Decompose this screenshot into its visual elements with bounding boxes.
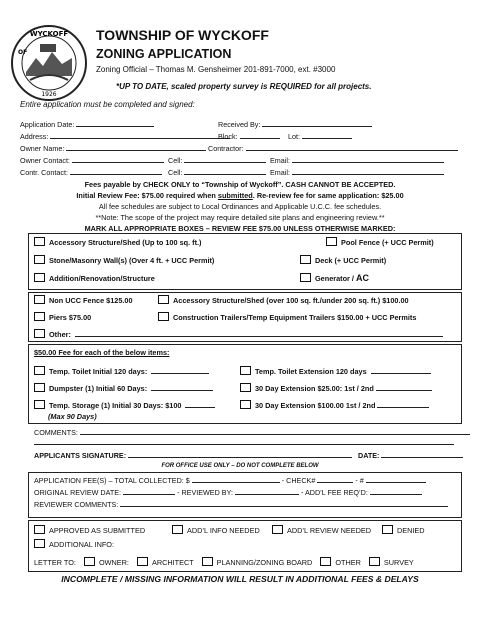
option-dumpster[interactable] — [34, 383, 213, 393]
option-label: Construction Trailers/Temp Equipment Trailers $150.00 + UCC Permits — [173, 313, 417, 322]
application-date-row — [20, 120, 154, 129]
status-addl-info-needed[interactable] — [172, 525, 260, 535]
contr-cell-field[interactable] — [184, 168, 266, 175]
option-label: Generator / — [315, 274, 356, 283]
checkbox[interactable] — [34, 255, 45, 264]
application-date-label: Application Date: — [20, 120, 75, 129]
option-label: Pool Fence (+ UCC Permit) — [341, 238, 434, 247]
fees-field[interactable] — [192, 476, 280, 483]
zoning-official: Zoning Official – Thomas M. Gensheimer 201-891-7000, ext. #3000 — [96, 65, 336, 74]
owner-cell-label: Cell: — [168, 156, 183, 165]
checkbox[interactable] — [240, 400, 251, 409]
checkbox[interactable] — [300, 255, 311, 264]
option-other[interactable] — [34, 329, 443, 339]
checkbox[interactable] — [158, 312, 169, 321]
status-approved[interactable] — [34, 525, 145, 535]
option-label: ADD’L INFO NEEDED — [187, 526, 260, 535]
option-accessory-large[interactable] — [158, 295, 409, 305]
review-row — [34, 488, 422, 497]
storage-field[interactable] — [185, 401, 215, 408]
hash-label: - # — [355, 476, 364, 485]
status-denied[interactable] — [382, 525, 425, 535]
date-field[interactable] — [381, 451, 463, 458]
option-label: APPROVED AS SUBMITTED — [49, 526, 146, 535]
checkbox[interactable] — [34, 383, 45, 392]
contr-contact-row — [20, 168, 162, 177]
option-non-ucc-fence[interactable] — [34, 295, 133, 305]
checkbox[interactable] — [34, 525, 45, 534]
option-label: Dumpster (1) Initial 60 Days: — [49, 384, 148, 393]
letter-to-owner[interactable] — [84, 558, 129, 567]
contr-cell-label: Cell: — [168, 168, 183, 177]
option-accessory-structure[interactable] — [34, 237, 201, 247]
owner-cell-row — [168, 156, 266, 165]
addl-fee-label: - ADD’L FEE REQ’D: — [300, 488, 368, 497]
review-fee-text-b: . Re-review fee for same application: $25.00 — [252, 191, 404, 200]
block-field[interactable] — [240, 132, 280, 139]
checkbox[interactable] — [158, 295, 169, 304]
extension-25-field[interactable] — [376, 384, 432, 391]
option-toilet-extension[interactable] — [240, 366, 431, 376]
comments-field[interactable] — [80, 428, 470, 435]
checkbox[interactable] — [326, 237, 337, 246]
option-piers[interactable] — [34, 312, 91, 322]
check-label: - CHECK# — [281, 476, 316, 485]
checkbox[interactable] — [240, 383, 251, 392]
letter-to-other[interactable] — [320, 558, 361, 567]
block-row — [218, 132, 280, 141]
lot-row — [288, 132, 352, 141]
checkbox[interactable] — [202, 557, 213, 566]
contr-contact-label: Contr. Contact: — [20, 168, 68, 177]
received-by-field[interactable] — [262, 120, 372, 127]
mark-boxes-notice: MARK ALL APPROPRIATE BOXES – REVIEW FEE $75.00 UNLESS OTHERWISE MARKED: — [84, 224, 396, 233]
option-label: ADD’L REVIEW NEEDED — [287, 526, 372, 535]
survey-note: *UP TO DATE, scaled property survey is REQUIRED for all projects. — [116, 82, 372, 91]
lot-label: Lot: — [288, 132, 300, 141]
extension-100-field[interactable] — [377, 401, 429, 408]
checkbox[interactable] — [34, 400, 45, 409]
address-label: Address: — [20, 132, 49, 141]
contr-email-label: Email: — [270, 168, 290, 177]
checkbox[interactable] — [34, 539, 45, 548]
addl-fee-field[interactable] — [370, 488, 422, 495]
office-use-notice: FOR OFFICE USE ONLY – DO NOT COMPLETE BELOW — [161, 463, 319, 469]
reviewer-comments-field[interactable] — [120, 500, 448, 507]
page-title: TOWNSHIP OF WYCKOFF — [96, 27, 269, 43]
option-pool-fence[interactable] — [326, 237, 434, 247]
checkbox[interactable] — [172, 525, 183, 534]
option-label: Other: — [49, 330, 71, 339]
checkbox[interactable] — [34, 237, 45, 246]
option-label: ADDITIONAL INFO: — [49, 540, 115, 549]
checkbox[interactable] — [320, 557, 331, 566]
option-extension-100[interactable] — [240, 400, 429, 410]
fees-row — [34, 476, 426, 485]
owner-name-row — [20, 144, 206, 153]
contractor-field[interactable] — [246, 144, 458, 151]
letter-to-survey[interactable] — [369, 558, 414, 567]
option-storage[interactable] — [34, 400, 215, 410]
option-label: Temp. Storage (1) Initial 30 Days: $100 — [49, 401, 182, 410]
checkbox[interactable] — [34, 273, 45, 282]
instructions: Entire application must be completed and signed: — [20, 100, 195, 109]
option-label: Temp. Toilet Initial 120 days: — [49, 367, 148, 376]
reviewer-comments-label: REVIEWER COMMENTS: — [34, 500, 119, 509]
application-date-field[interactable] — [76, 120, 154, 127]
option-deck[interactable] — [300, 255, 386, 265]
contr-contact-field[interactable] — [70, 168, 162, 175]
comments-row — [34, 428, 470, 437]
option-label: Accessory Structure/Shed (Up to 100 sq. ft.) — [49, 238, 202, 247]
date-label: DATE: — [358, 451, 380, 460]
lot-field[interactable] — [302, 132, 352, 139]
dumpster-field[interactable] — [151, 384, 213, 391]
reviewed-by-label: - REVIEWED BY: — [177, 488, 233, 497]
option-label: SURVEY — [383, 558, 414, 567]
received-by-label: Received By: — [218, 120, 261, 129]
hash-field[interactable] — [366, 476, 426, 483]
letter-to-row — [34, 557, 414, 567]
fee-schedule-notice: All fee schedules are subject to Local Ordinances and Applicable U.C.C. fee schedules. — [98, 202, 382, 211]
temp-items-heading: $50.00 Fee for each of the below items: — [34, 348, 170, 357]
option-stone-wall[interactable] — [34, 255, 214, 265]
option-toilet-initial[interactable] — [34, 366, 209, 376]
reviewer-comments-row — [34, 500, 448, 509]
review-fee-text-a: Initial Review Fee: $75.00 required when — [76, 191, 218, 200]
fees-label: APPLICATION FEE(S) – TOTAL COLLECTED: $ — [34, 476, 190, 485]
checkbox[interactable] — [137, 557, 148, 566]
original-review-label: ORIGINAL REVIEW DATE: — [34, 488, 122, 497]
option-label: ARCHITECT — [151, 558, 194, 567]
option-generator[interactable] — [300, 273, 369, 283]
signature-row — [34, 451, 352, 460]
review-fee-submitted: submitted — [217, 191, 253, 200]
signature-label: APPLICANTS SIGNATURE: — [34, 451, 127, 460]
option-label: DENIED — [397, 526, 425, 535]
max-days-note: (Max 90 Days) — [48, 412, 97, 421]
owner-email-label: Email: — [270, 156, 290, 165]
checkbox[interactable] — [34, 329, 45, 338]
option-extension-25[interactable] — [240, 383, 432, 393]
owner-contact-row — [20, 156, 164, 165]
option-label: Non UCC Fence $125.00 — [49, 296, 133, 305]
township-seal — [10, 24, 88, 102]
option-label: OWNER: — [98, 558, 129, 567]
letter-to-architect[interactable] — [137, 558, 194, 567]
checkbox[interactable] — [34, 295, 45, 304]
comments-label: COMMENTS: — [34, 428, 78, 437]
option-addition[interactable] — [34, 273, 155, 283]
owner-name-field[interactable] — [66, 144, 206, 151]
letter-to-label: LETTER TO: — [34, 558, 76, 567]
address-field[interactable] — [50, 132, 230, 139]
checkbox[interactable] — [382, 525, 393, 534]
seal-text-left: OF — [18, 49, 28, 56]
toilet-initial-field[interactable] — [151, 367, 209, 374]
owner-cell-field[interactable] — [184, 156, 266, 163]
checkbox[interactable] — [34, 312, 45, 321]
comments-line-2[interactable] — [34, 444, 454, 445]
option-label-ac: AC — [355, 273, 369, 283]
contr-email-field[interactable] — [292, 168, 444, 175]
date-row — [358, 451, 463, 460]
contractor-row — [208, 144, 458, 153]
footer-warning: INCOMPLETE / MISSING INFORMATION WILL RESULT IN ADDITIONAL FEES & DELAYS — [61, 574, 419, 584]
owner-contact-label: Owner Contact: — [20, 156, 70, 165]
form-title: ZONING APPLICATION — [96, 47, 232, 61]
seal-year: 1926 — [41, 91, 57, 98]
status-additional-info[interactable] — [34, 539, 114, 549]
check-field[interactable] — [317, 476, 353, 483]
checkbox[interactable] — [34, 366, 45, 375]
reviewed-by-field[interactable] — [235, 488, 299, 495]
option-label: Accessory Structure/Shed (over 100 sq. ft./under 200 sq. ft.) $100.00 — [173, 296, 409, 305]
contr-cell-row — [168, 168, 266, 177]
checkbox[interactable] — [369, 557, 380, 566]
payment-notice: Fees payable by CHECK ONLY to “Township of Wyckoff”. CASH CANNOT BE ACCEPTED. — [84, 180, 396, 189]
contractor-label: Contractor: — [208, 144, 244, 153]
option-label: 30 Day Extension $25.00: 1st / 2nd — [255, 384, 374, 393]
option-label: Deck (+ UCC Permit) — [315, 256, 387, 265]
block-label: Block: — [218, 132, 238, 141]
address-row — [20, 132, 230, 141]
contr-email-row — [270, 168, 444, 177]
option-label: Piers $75.00 — [49, 313, 92, 322]
owner-contact-field[interactable] — [72, 156, 164, 163]
checkbox[interactable] — [272, 525, 283, 534]
option-label: Stone/Masonry Wall(s) (Over 4 ft. + UCC Permit) — [49, 256, 215, 265]
option-construction-trailers[interactable] — [158, 312, 416, 322]
owner-email-row — [270, 156, 444, 165]
received-by-row — [218, 120, 372, 129]
owner-email-field[interactable] — [292, 156, 444, 163]
option-label: Temp. Toilet Extension 120 days — [255, 367, 367, 376]
seal-text-top: WYCKOFF — [29, 30, 69, 38]
toilet-extension-field[interactable] — [371, 367, 431, 374]
checkbox[interactable] — [300, 273, 311, 282]
owner-name-label: Owner Name: — [20, 144, 65, 153]
signature-field[interactable] — [128, 451, 352, 458]
option-label: 30 Day Extension $100.00 1st / 2nd — [255, 401, 376, 410]
letter-to-planning[interactable] — [202, 558, 313, 567]
scope-note: **Note: The scope of the project may require detailed site plans and engineering review.** — [95, 213, 385, 222]
option-label: Addition/Renovation/Structure — [49, 274, 155, 283]
checkbox[interactable] — [240, 366, 251, 375]
status-addl-review-needed[interactable] — [272, 525, 371, 535]
other-field[interactable] — [75, 330, 443, 337]
option-label: OTHER — [335, 558, 361, 567]
review-fee-notice — [0, 191, 480, 200]
checkbox[interactable] — [84, 557, 95, 566]
option-label: PLANNING/ZONING BOARD — [216, 558, 313, 567]
original-review-field[interactable] — [123, 488, 175, 495]
